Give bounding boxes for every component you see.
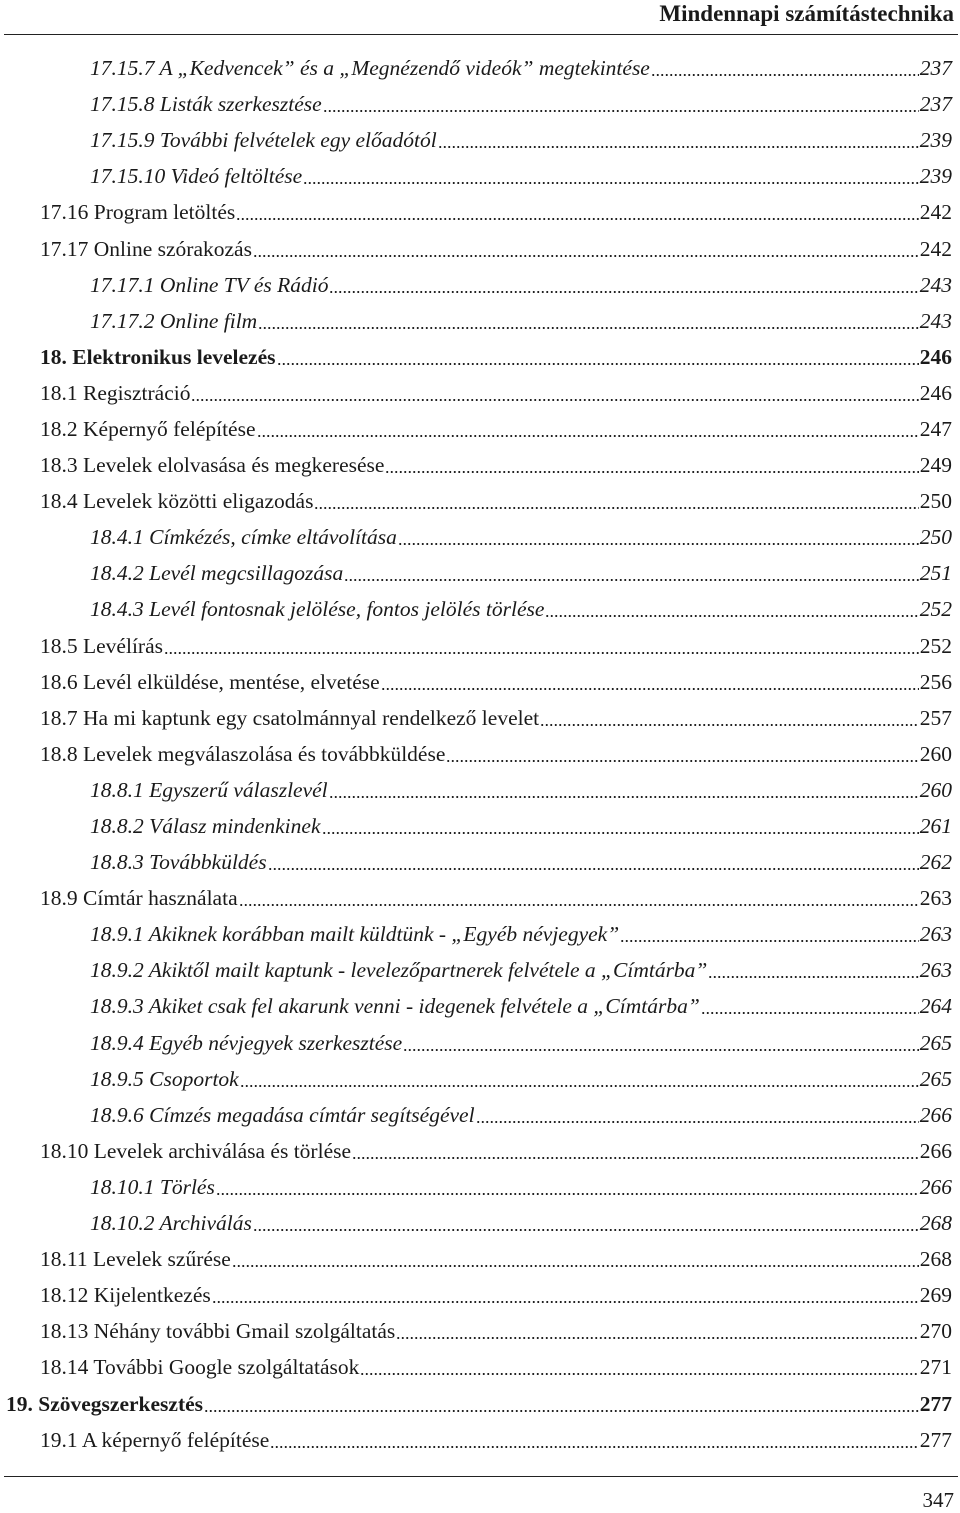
toc-entry[interactable] bbox=[0, 1097, 956, 1133]
toc-dot-leader bbox=[446, 760, 918, 762]
toc-entry-page: 263 bbox=[919, 958, 952, 983]
header-rule bbox=[4, 34, 958, 35]
toc-entry-title: 18.10 Levelek archiválása és törlése bbox=[40, 1138, 352, 1163]
toc-dot-leader bbox=[232, 1265, 919, 1267]
toc-entry[interactable] bbox=[0, 808, 956, 844]
toc-entry-title: 18.10.1 Törlés bbox=[90, 1174, 215, 1199]
toc-entry-title: 17.17.1 Online TV és Rádió bbox=[90, 272, 329, 297]
toc-entry-title: 17.16 Program letöltés bbox=[40, 200, 236, 225]
toc-dot-leader bbox=[277, 363, 919, 365]
toc-entry-page: 268 bbox=[919, 1247, 952, 1272]
toc-entry-title: 18.6 Levél elküldése, mentése, elvetése bbox=[40, 669, 380, 694]
toc-entry-title: 18.8.3 Továbbküldés bbox=[90, 850, 267, 875]
toc-entry-page: 257 bbox=[919, 705, 952, 730]
toc-entry[interactable] bbox=[0, 1205, 956, 1241]
toc-entry-page: 260 bbox=[919, 777, 952, 802]
toc-entry-title: 19. Szövegszerkesztés bbox=[6, 1391, 204, 1416]
toc-entry-page: 237 bbox=[919, 92, 952, 117]
toc-entry-page: 265 bbox=[919, 1030, 952, 1055]
toc-entry[interactable] bbox=[0, 1422, 956, 1458]
toc-dot-leader bbox=[438, 146, 919, 148]
toc-entry-page: 264 bbox=[919, 994, 952, 1019]
toc-entry-title: 18.4.3 Levél fontosnak jelölése, fontos jelölés törlése bbox=[90, 597, 545, 622]
toc-entry-title: 18. Elektronikus levelezés bbox=[40, 344, 276, 369]
toc-entry[interactable] bbox=[0, 1025, 956, 1061]
toc-entry[interactable] bbox=[0, 1241, 956, 1277]
toc-entry-page: 239 bbox=[919, 164, 952, 189]
toc-dot-leader bbox=[191, 399, 918, 401]
toc-entry-title: 18.11 Levelek szűrése bbox=[40, 1247, 231, 1272]
toc-dot-leader bbox=[708, 976, 918, 978]
toc-entry-title: 18.8.1 Egyszerű válaszlevél bbox=[90, 777, 328, 802]
toc-dot-leader bbox=[545, 615, 918, 617]
footer-rule bbox=[4, 1476, 958, 1477]
toc-entry-page: 242 bbox=[919, 200, 952, 225]
toc-entry-title: 17.15.7 A „Kedvencek” és a „Megnézendő videók” megtekintése bbox=[90, 56, 650, 81]
toc-entry-title: 18.8.2 Válasz mindenkinek bbox=[90, 814, 321, 839]
toc-entry[interactable] bbox=[0, 664, 956, 700]
toc-entry[interactable] bbox=[0, 483, 956, 519]
toc-entry-title: 18.14 További Google szolgáltatások bbox=[40, 1355, 360, 1380]
toc-entry-page: 256 bbox=[919, 669, 952, 694]
toc-dot-leader bbox=[270, 1446, 918, 1448]
toc-entry-title: 18.9.6 Címzés megadása címtár segítségével bbox=[90, 1102, 475, 1127]
toc-entry[interactable] bbox=[0, 952, 956, 988]
toc-entry-page: 239 bbox=[919, 128, 952, 153]
toc-dot-leader bbox=[396, 1337, 918, 1339]
toc-dot-leader bbox=[540, 724, 919, 726]
toc-dot-leader bbox=[360, 1373, 918, 1375]
toc-entry[interactable] bbox=[0, 122, 956, 158]
toc-entry-title: 18.13 Néhány további Gmail szolgáltatás bbox=[40, 1319, 396, 1344]
toc-dot-leader bbox=[268, 868, 919, 870]
toc-dot-leader bbox=[322, 832, 919, 834]
toc-entry-title: 18.12 Kijelentkezés bbox=[40, 1283, 211, 1308]
toc-entry-page: 277 bbox=[919, 1427, 952, 1452]
toc-dot-leader bbox=[329, 291, 918, 293]
toc-entry-title: 18.9 Címtár használata bbox=[40, 886, 238, 911]
toc-entry-page: 260 bbox=[919, 741, 952, 766]
toc-entry-title: 18.9.3 Akiket csak fel akarunk venni - idegenek felvétele a „Címtárba” bbox=[90, 994, 700, 1019]
toc-dot-leader bbox=[253, 1229, 919, 1231]
toc-entry-title: 17.15.9 További felvételek egy előadótól bbox=[90, 128, 437, 153]
toc-entry[interactable] bbox=[0, 519, 956, 555]
toc-entry[interactable] bbox=[0, 1133, 956, 1169]
toc-entry-page: 250 bbox=[919, 489, 952, 514]
toc-dot-leader bbox=[303, 182, 919, 184]
toc-dot-leader bbox=[257, 435, 919, 437]
toc-dot-leader bbox=[314, 507, 918, 509]
toc-entry[interactable] bbox=[0, 772, 956, 808]
toc-entry-page: 250 bbox=[919, 525, 952, 550]
toc-entry-page: 277 bbox=[919, 1391, 952, 1416]
toc-dot-leader bbox=[403, 1049, 919, 1051]
toc-dot-leader bbox=[651, 74, 919, 76]
toc-entry-title: 18.9.5 Csoportok bbox=[90, 1066, 239, 1091]
toc-entry-page: 252 bbox=[919, 633, 952, 658]
toc-entry-page: 263 bbox=[919, 886, 952, 911]
toc-entry[interactable] bbox=[0, 50, 956, 86]
toc-entry[interactable] bbox=[0, 1313, 956, 1349]
toc-entry[interactable] bbox=[0, 1061, 956, 1097]
toc-entry-page: 243 bbox=[919, 308, 952, 333]
toc-entry-page: 243 bbox=[919, 272, 952, 297]
toc-dot-leader bbox=[701, 1012, 919, 1014]
toc-entry[interactable] bbox=[0, 230, 956, 266]
toc-dot-leader bbox=[352, 1157, 919, 1159]
toc-entry-page: 269 bbox=[919, 1283, 952, 1308]
toc-entry-title: 18.1 Regisztráció bbox=[40, 380, 191, 405]
toc-entry-page: 242 bbox=[919, 236, 952, 261]
toc-dot-leader bbox=[240, 1085, 919, 1087]
toc-entry-page: 247 bbox=[919, 416, 952, 441]
running-header-title: Mindennapi számítástechnika bbox=[659, 1, 954, 26]
toc-dot-leader bbox=[620, 940, 919, 942]
toc-entry-page: 263 bbox=[919, 922, 952, 947]
toc-dot-leader bbox=[164, 652, 919, 654]
toc-entry-page: 246 bbox=[919, 380, 952, 405]
toc-entry-title: 18.10.2 Archiválás bbox=[90, 1211, 252, 1236]
toc-entry-page: 266 bbox=[919, 1102, 952, 1127]
toc-entry-page: 261 bbox=[919, 814, 952, 839]
toc-entry-page: 266 bbox=[919, 1138, 952, 1163]
toc-entry-title: 18.9.2 Akiktől mailt kaptunk - levelezőpartnerek felvétele a „Címtárba” bbox=[90, 958, 708, 983]
toc-entry-title: 17.15.8 Listák szerkesztése bbox=[90, 92, 322, 117]
toc-dot-leader bbox=[329, 796, 919, 798]
toc-entry[interactable] bbox=[0, 555, 956, 591]
toc-entry-title: 19.1 A képernyő felépítése bbox=[40, 1427, 270, 1452]
toc-entry[interactable] bbox=[0, 303, 956, 339]
toc-dot-leader bbox=[344, 579, 919, 581]
toc-entry[interactable] bbox=[0, 411, 956, 447]
toc-entry-page: 251 bbox=[919, 561, 952, 586]
toc-entry-page: 271 bbox=[919, 1355, 952, 1380]
toc-entry-page: 270 bbox=[919, 1319, 952, 1344]
toc-dot-leader bbox=[385, 471, 918, 473]
toc-entry-title: 18.2 Képernyő felépítése bbox=[40, 416, 256, 441]
toc-entry-page: 268 bbox=[919, 1211, 952, 1236]
toc-entry[interactable] bbox=[0, 628, 956, 664]
toc-dot-leader bbox=[204, 1410, 919, 1412]
toc-entry[interactable] bbox=[0, 1385, 956, 1421]
toc-dot-leader bbox=[236, 218, 918, 220]
toc-entry-page: 252 bbox=[919, 597, 952, 622]
toc-dot-leader bbox=[258, 327, 919, 329]
toc-entry-page: 265 bbox=[919, 1066, 952, 1091]
toc-dot-leader bbox=[216, 1193, 919, 1195]
toc-entry-page: 249 bbox=[919, 453, 952, 478]
toc-entry-page: 262 bbox=[919, 850, 952, 875]
toc-dot-leader bbox=[239, 904, 919, 906]
toc-entry[interactable] bbox=[0, 1277, 956, 1313]
toc-entry-title: 17.17.2 Online film bbox=[90, 308, 258, 333]
page-number: 347 bbox=[922, 1488, 954, 1512]
toc-entry-title: 18.4.1 Címkézés, címke eltávolítása bbox=[90, 525, 397, 550]
table-of-contents bbox=[0, 50, 956, 1458]
toc-entry-title: 18.8 Levelek megválaszolása és továbbküldése bbox=[40, 741, 446, 766]
toc-entry[interactable] bbox=[0, 375, 956, 411]
toc-entry-title: 18.9.1 Akiknek korábban mailt küldtünk - „Egyéb névjegyek” bbox=[90, 922, 620, 947]
toc-entry-title: 18.4 Levelek közötti eligazodás bbox=[40, 489, 314, 514]
toc-entry-page: 237 bbox=[919, 56, 952, 81]
toc-entry[interactable] bbox=[0, 591, 956, 627]
toc-entry[interactable] bbox=[0, 86, 956, 122]
toc-entry[interactable] bbox=[0, 700, 956, 736]
toc-entry[interactable] bbox=[0, 1349, 956, 1385]
toc-entry[interactable] bbox=[0, 339, 956, 375]
toc-entry-title: 18.9.4 Egyéb névjegyek szerkesztése bbox=[90, 1030, 403, 1055]
toc-entry[interactable] bbox=[0, 447, 956, 483]
toc-entry[interactable] bbox=[0, 1169, 956, 1205]
toc-dot-leader bbox=[476, 1121, 919, 1123]
toc-entry[interactable] bbox=[0, 988, 956, 1024]
toc-entry[interactable] bbox=[0, 194, 956, 230]
toc-dot-leader bbox=[253, 255, 919, 257]
toc-entry-title: 17.17 Online szórakozás bbox=[40, 236, 252, 261]
toc-entry[interactable] bbox=[0, 736, 956, 772]
toc-dot-leader bbox=[212, 1301, 919, 1303]
toc-entry-title: 17.15.10 Videó feltöltése bbox=[90, 164, 303, 189]
toc-entry[interactable] bbox=[0, 844, 956, 880]
toc-dot-leader bbox=[398, 543, 919, 545]
toc-entry[interactable] bbox=[0, 916, 956, 952]
toc-entry-title: 18.3 Levelek elolvasása és megkeresése bbox=[40, 453, 385, 478]
toc-entry-title: 18.4.2 Levél megcsillagozása bbox=[90, 561, 344, 586]
toc-entry-title: 18.7 Ha mi kaptunk egy csatolmánnyal rendelkező levelet bbox=[40, 705, 540, 730]
toc-dot-leader bbox=[323, 110, 919, 112]
toc-dot-leader bbox=[381, 688, 919, 690]
toc-entry[interactable] bbox=[0, 880, 956, 916]
toc-entry-page: 246 bbox=[919, 344, 952, 369]
toc-entry[interactable] bbox=[0, 267, 956, 303]
toc-entry-page: 266 bbox=[919, 1174, 952, 1199]
toc-entry-title: 18.5 Levélírás bbox=[40, 633, 163, 658]
toc-entry[interactable] bbox=[0, 158, 956, 194]
